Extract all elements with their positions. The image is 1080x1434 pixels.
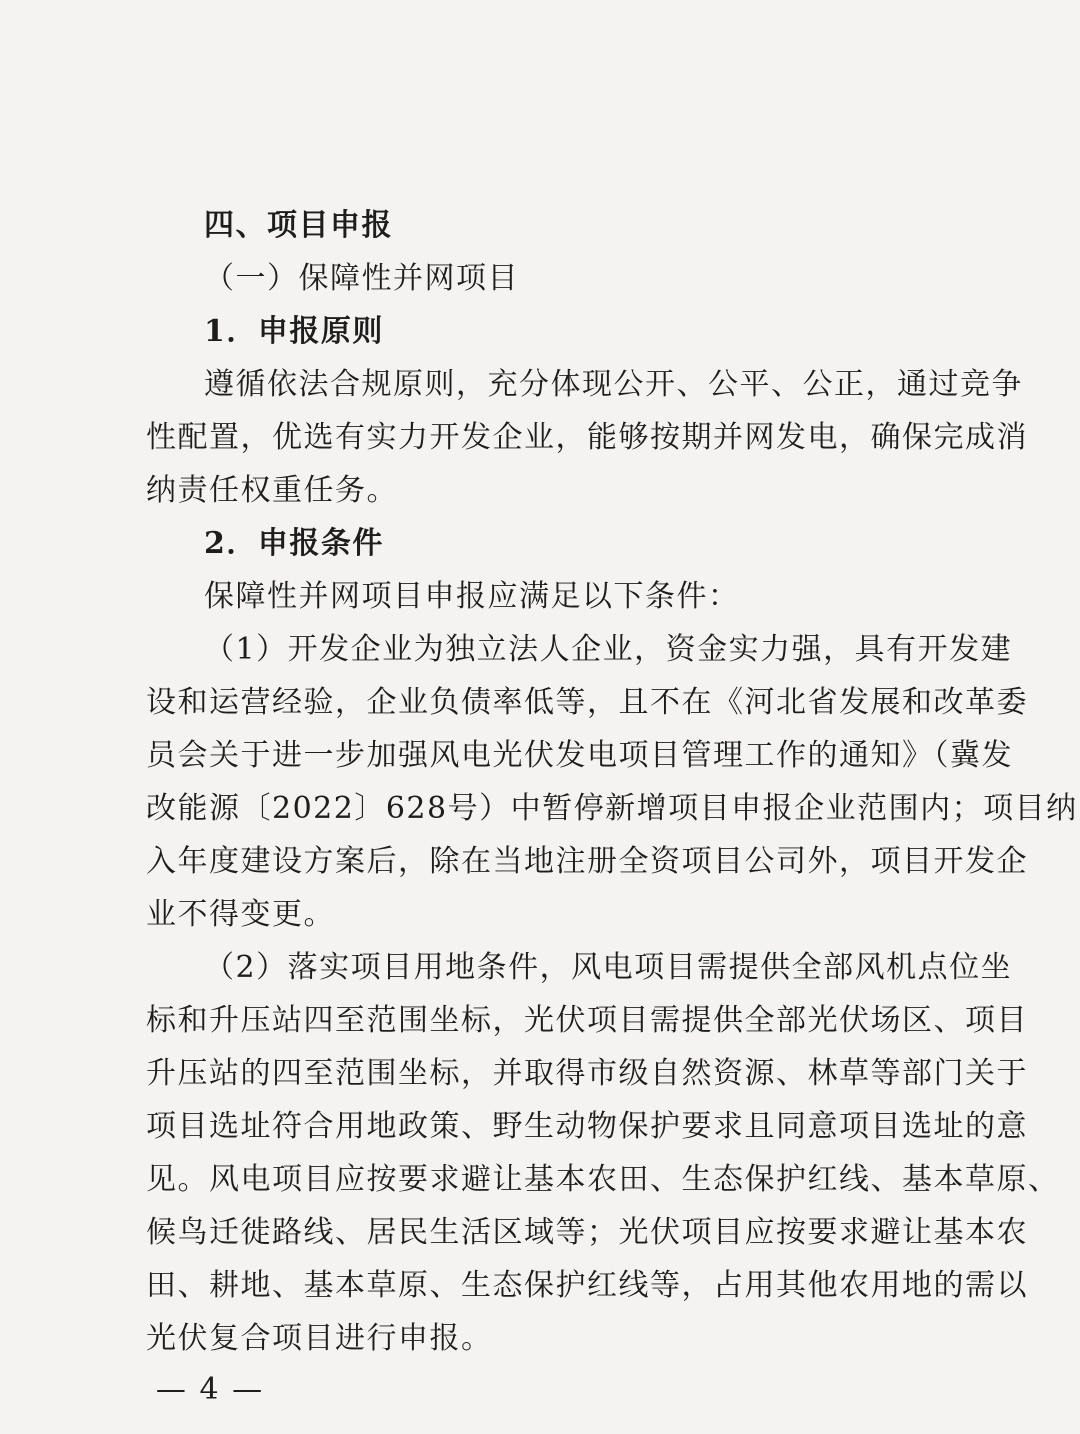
paragraph-line: （1）开发企业为独立法人企业，资金实力强，具有开发建: [204, 632, 1013, 667]
paragraph-line: 候鸟迁徙路线、居民生活区域等；光伏项目应按要求避让基本农: [146, 1215, 1028, 1250]
paragraph-line: 保障性并网项目申报应满足以下条件：: [204, 579, 740, 614]
paragraph-line: 升压站的四至范围坐标，并取得市级自然资源、林草等部门关于: [146, 1056, 1028, 1091]
paragraph-line: 光伏复合项目进行申报。: [146, 1321, 493, 1356]
subsection-heading: （一）保障性并网项目: [204, 261, 519, 296]
paragraph-line: 见。风电项目应按要求避让基本农田、生态保护红线、基本草原、: [146, 1162, 1060, 1197]
paragraph-line: 性配置，优选有实力开发企业，能够按期并网发电，确保完成消: [146, 420, 1028, 455]
item-heading-principle: 1．申报原则: [204, 314, 384, 349]
paragraph-line: 田、耕地、基本草原、生态保护红线等，占用其他农用地的需以: [146, 1268, 1028, 1303]
paragraph-line: 改能源〔2022〕628号）中暂停新增项目申报企业范围内；项目纳: [146, 791, 1078, 826]
paragraph-line: 项目选址符合用地政策、野生动物保护要求且同意项目选址的意: [146, 1109, 1028, 1144]
page-number: — 4 —: [155, 1372, 265, 1407]
paragraph-line: 纳责任权重任务。: [146, 473, 398, 508]
paragraph-line: 遵循依法合规原则，充分体现公开、公平、公正，通过竞争: [204, 367, 1023, 402]
paragraph-line: （2）落实项目用地条件，风电项目需提供全部风机点位坐: [204, 950, 1013, 985]
item-heading-conditions: 2．申报条件: [204, 526, 384, 561]
paragraph-line: 员会关于进一步加强风电光伏发电项目管理工作的通知》（冀发: [146, 738, 1013, 773]
paragraph-line: 入年度建设方案后，除在当地注册全资项目公司外，项目开发企: [146, 844, 1028, 879]
paragraph-line: 标和升压站四至范围坐标，光伏项目需提供全部光伏场区、项目: [146, 1003, 1028, 1038]
section-heading: 四、项目申报: [204, 208, 393, 243]
paragraph-line: 业不得变更。: [146, 897, 335, 932]
paragraph-line: 设和运营经验，企业负债率低等，且不在《河北省发展和改革委: [146, 685, 1028, 720]
